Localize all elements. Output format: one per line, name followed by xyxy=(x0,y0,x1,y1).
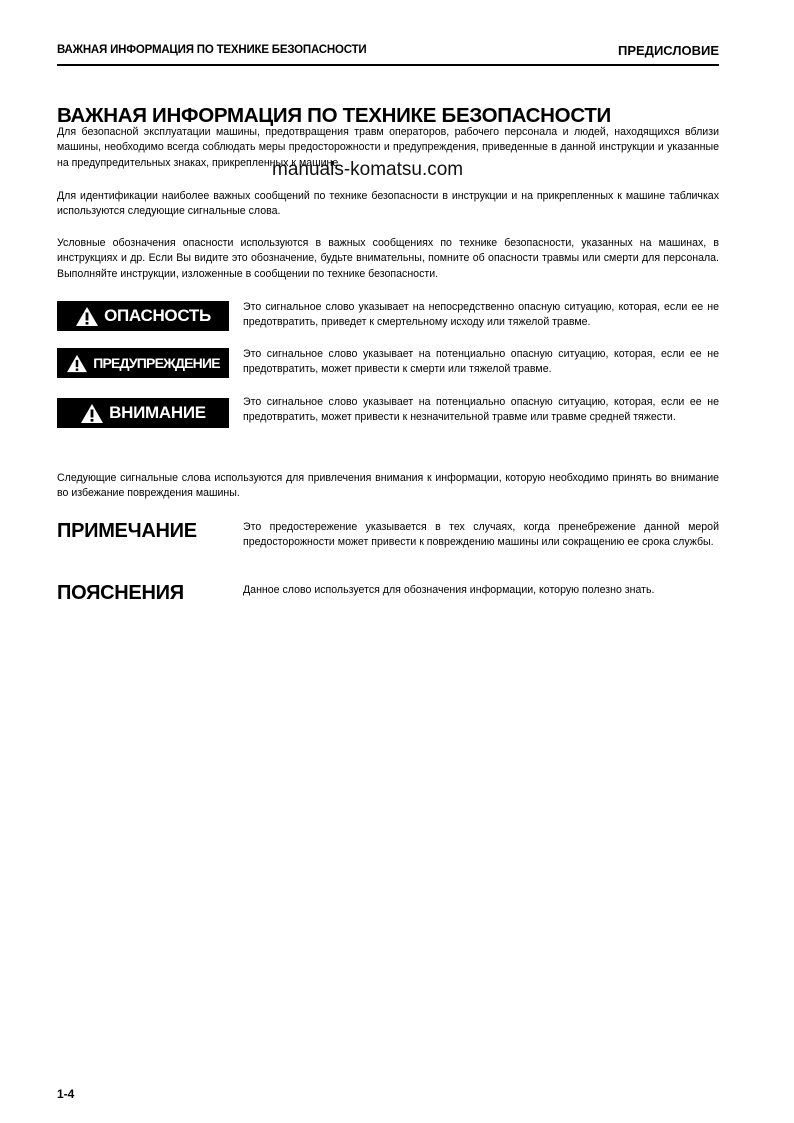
caution-description: Это сигнальное слово указывает на потенциально опасную ситуацию, которая, если ее не предотвратить, может привести к незначительной травме или травме средней тяжести. xyxy=(243,396,719,424)
watermark-text: manuals-komatsu.com xyxy=(272,159,464,180)
danger-signal-label xyxy=(57,301,229,331)
hazard-symbols-paragraph: Условные обозначения опасности используются в важных сообщениях по технике безопасности, указанных на машинах, в инструкциях и др. Если Вы видите это обозначение, будьте внимательны, помните об опасности травмы или смерти для персонала. Выполняйте инструкции, изложенные в сообщении по технике безопасности. xyxy=(57,237,719,280)
notice-word: ПРИМЕЧАНИЕ xyxy=(57,520,197,542)
warning-signal-label xyxy=(57,348,229,378)
machine-damage-paragraph: Следующие сигнальные слова используются для привлечения внимания к информации, которую необходимо принять во внимание во избежание повреждения машины. xyxy=(57,472,719,500)
danger-signal-word: ОПАСНОСТЬ xyxy=(104,306,211,325)
page-title: ВАЖНАЯ ИНФОРМАЦИЯ ПО ТЕХНИКЕ БЕЗОПАСНОСТИ xyxy=(57,104,611,127)
remark-description: Данное слово используется для обозначения информации, которую полезно знать. xyxy=(243,584,655,596)
caution-signal-word: ВНИМАНИЕ xyxy=(109,403,206,422)
signal-words-paragraph: Для идентификации наиболее важных сообщений по технике безопасности в инструкции и на прикрепленных к машине табличках используются следующие сигнальные слова. xyxy=(57,190,719,218)
page-header xyxy=(57,44,719,62)
danger-description: Это сигнальное слово указывает на непосредственно опасную ситуацию, которая, если ее не предотвратить, приведет к смертельному исходу или тяжелой травме. xyxy=(243,301,719,329)
header-section-title: ВАЖНАЯ ИНФОРМАЦИЯ ПО ТЕХНИКЕ БЕЗОПАСНОСТИ xyxy=(57,44,367,56)
intro-paragraph: Для безопасной эксплуатации машины, предотвращения травм операторов, рабочего персонала и людей, находящихся вблизи машины, необходимо всегда соблюдать меры предосторожности и предупреждения, приведенные в данной инструкции и указанные на предупредительных знаках, прикрепленных к машине. xyxy=(57,126,719,169)
page-number: 1-4 xyxy=(57,1087,75,1101)
warning-triangle-icon xyxy=(75,306,99,327)
header-divider xyxy=(57,64,719,66)
warning-triangle-icon xyxy=(66,354,88,373)
caution-signal-label xyxy=(57,398,229,428)
remark-word: ПОЯСНЕНИЯ xyxy=(57,582,184,604)
warning-signal-word: ПРЕДУПРЕЖДЕНИЕ xyxy=(93,355,220,371)
warning-triangle-icon xyxy=(80,403,104,424)
warning-description: Это сигнальное слово указывает на потенциально опасную ситуацию, которая, если ее не предотвратить, может привести к смерти или тяжелой травме. xyxy=(243,348,719,376)
notice-description: Это предостережение указывается в тех случаях, когда пренебрежение данной мерой предосторожности может привести к повреждению машины или сокращению ее срока службы. xyxy=(243,521,719,549)
header-chapter-title: ПРЕДИСЛОВИЕ xyxy=(618,43,719,58)
